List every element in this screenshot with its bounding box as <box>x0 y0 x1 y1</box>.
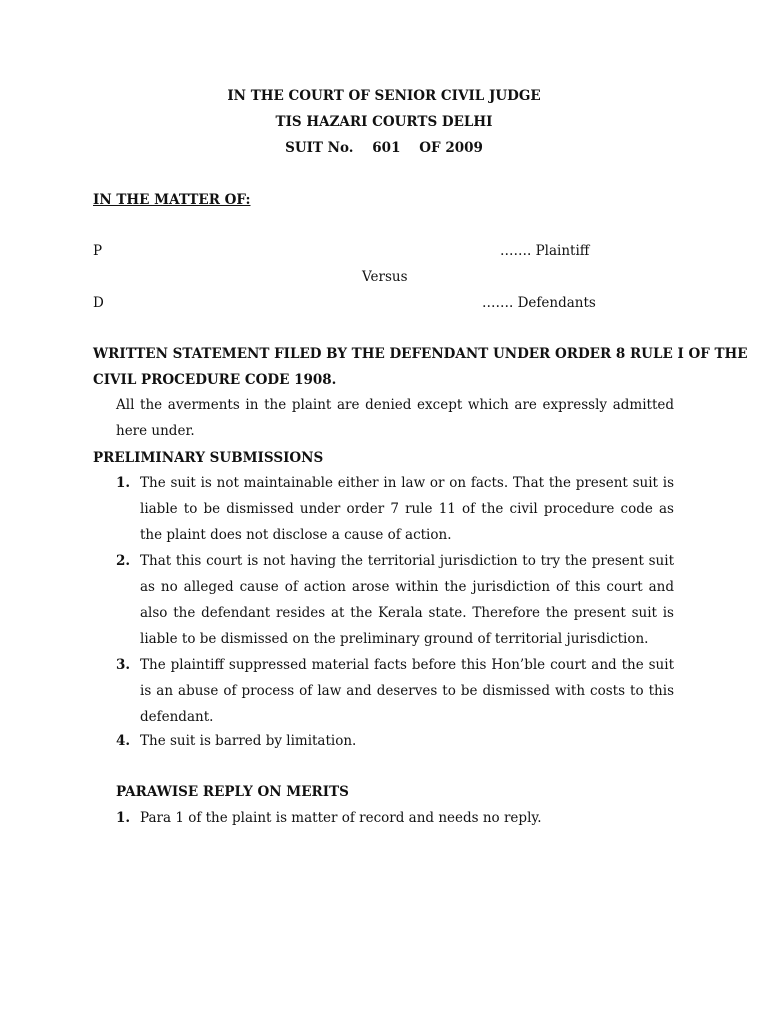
preliminary-item-number: 4. <box>116 733 131 749</box>
court-name: IN THE COURT OF SENIOR CIVIL JUDGE <box>227 88 541 104</box>
plaintiff-role: ……. Plaintiff <box>500 243 590 259</box>
suit-prefix: SUIT No. <box>285 140 354 156</box>
intro-paragraph: All the averments in the plaint are denied except which are expressly admitted here under. <box>116 397 674 439</box>
preliminary-item-number: 2. <box>116 553 131 569</box>
court-location: TIS HAZARI COURTS DELHI <box>275 114 493 130</box>
merits-item-text: Para 1 of the plaint is matter of record and needs no reply. <box>140 810 542 826</box>
matter-heading: IN THE MATTER OF: <box>93 192 251 208</box>
preliminary-item-text: The suit is not maintainable either in law or on facts. That the present suit is liable to be dismissed under order 7 rule 11 of the civil procedure code as the plaint does not disclose a cause of action. <box>140 475 674 543</box>
preliminary-heading: PRELIMINARY SUBMISSIONS <box>93 450 324 466</box>
preliminary-item-text: The suit is barred by limitation. <box>140 733 357 749</box>
merits-item-number: 1. <box>116 810 131 826</box>
merits-heading: PARAWISE REPLY ON MERITS <box>116 784 349 800</box>
suit-number: 601 <box>372 140 401 156</box>
preliminary-item-text: That this court is not having the territorial jurisdiction to try the present suit as no alleged cause of action arose within the jurisdiction of this court and also the defendant resides at the Kerala state. Therefore the present suit is liable to be dismissed on the preliminary ground of territorial jurisdiction. <box>140 553 674 647</box>
suit-number-line <box>0 140 768 156</box>
title-line-1: WRITTEN STATEMENT FILED BY THE DEFENDANT UNDER ORDER 8 RULE I OF THE <box>93 346 748 362</box>
versus-label: Versus <box>362 269 408 285</box>
defendant-role: ……. Defendants <box>482 295 596 311</box>
preliminary-item-number: 1. <box>116 475 131 491</box>
suit-year: 2009 <box>445 140 483 156</box>
suit-of: OF <box>419 140 441 156</box>
title-line-2: CIVIL PROCEDURE CODE 1908. <box>93 372 337 388</box>
preliminary-item-text: The plaintiff suppressed material facts before this Hon’ble court and the suit is an abuse of process of law and deserves to be dismissed with costs to this defendant. <box>140 657 674 725</box>
plaintiff-initial: P <box>93 243 103 259</box>
preliminary-item-number: 3. <box>116 657 131 673</box>
defendant-initial: D <box>93 295 104 311</box>
